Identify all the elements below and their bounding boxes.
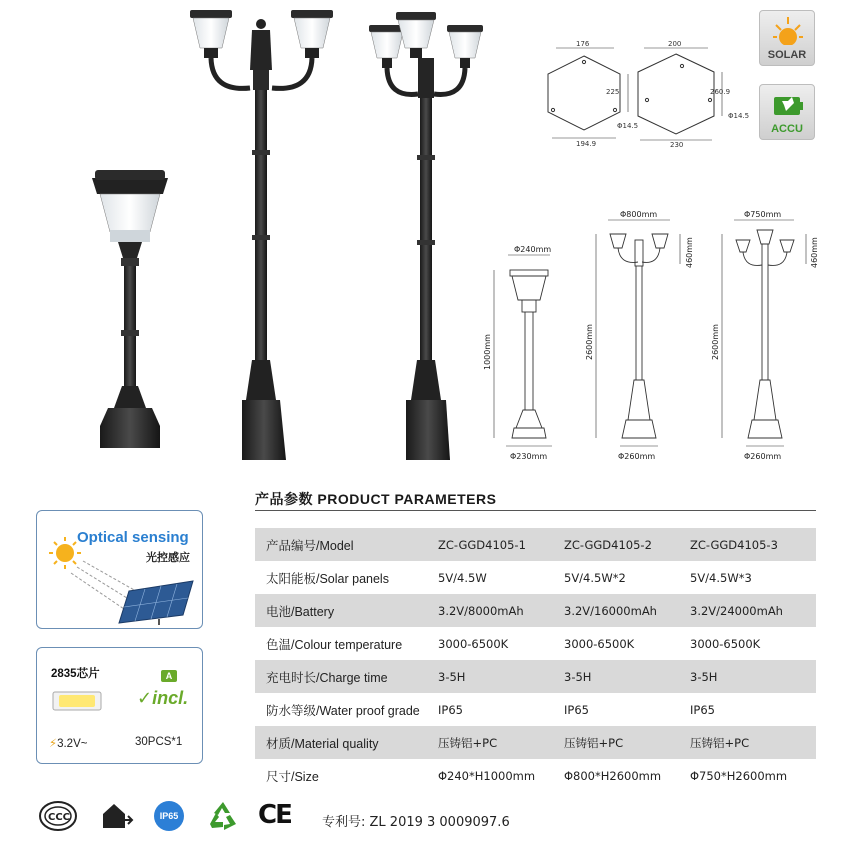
lightning-icon: ⚡: [49, 738, 58, 750]
sun-icon: [773, 15, 803, 45]
cell-value: 5V/4.5W*2: [564, 570, 626, 585]
battery-icon: [772, 91, 804, 119]
row-label: 充电时长/Charge time: [266, 670, 388, 685]
chip-voltage-value: 3.2V~: [57, 738, 88, 750]
lamp-2-height-dim: 2600mm: [585, 324, 594, 360]
row-label: 产品编号/Model: [266, 538, 354, 553]
cell-value: 3.2V/16000mAh: [564, 603, 657, 618]
svg-text:CCC: CCC: [48, 812, 71, 823]
ce-mark: CE: [258, 800, 291, 830]
lamp-2-head-dim: 460mm: [685, 237, 694, 268]
cell-value: Φ800*H2600mm: [564, 768, 662, 783]
row-label: 电池/Battery: [266, 604, 335, 619]
cell-value: 压铸铝+PC: [690, 735, 750, 750]
row-label: 尺寸/Size: [266, 769, 319, 784]
cell-value: 3000-6500K: [438, 636, 509, 651]
cell-value: ZC-GGD4105-2: [564, 537, 652, 552]
table-row: [255, 726, 816, 759]
cell-value: 5V/4.5W: [438, 570, 487, 585]
hex-large-hole-dim: Φ14.5: [728, 112, 750, 120]
row-label: 太阳能板/Solar panels: [266, 571, 389, 586]
row-label: 色温/Colour temperature: [266, 637, 403, 652]
checkmark-icon: ✓: [137, 688, 153, 708]
double-head-lamp-photo: [190, 10, 333, 460]
lamp-3-head-dim: 460mm: [810, 237, 819, 268]
lamp-3-top-dim: Φ750mm: [744, 210, 782, 219]
cell-value: ZC-GGD4105-1: [438, 537, 526, 552]
hex-small-hole-dim: Φ14.5: [617, 122, 639, 130]
indoor-outdoor-icon: [100, 800, 134, 832]
params-title: 产品参数 PRODUCT PARAMETERS: [255, 491, 497, 507]
lamp-1-drawing: [494, 255, 552, 446]
hexagon-large-drawing: [638, 40, 749, 148]
chip-grade-badge: A: [161, 670, 177, 682]
cell-value: 3-5H: [438, 669, 466, 684]
chip-voltage: [49, 736, 87, 750]
triple-head-lamp-photo: [369, 12, 483, 460]
cell-value: IP65: [438, 702, 463, 717]
cell-value: 3-5H: [564, 669, 592, 684]
cell-value: Φ750*H2600mm: [690, 768, 788, 783]
chip-quantity: 30PCS*1: [135, 736, 183, 748]
cell-value: IP65: [690, 702, 715, 717]
chip-title: 2835芯片: [51, 668, 100, 680]
incl-check: [137, 688, 188, 709]
optical-sensing-title: Optical sensing: [77, 529, 189, 546]
cell-value: Φ240*H1000mm: [438, 768, 536, 783]
table-row: [255, 594, 816, 627]
cell-value: 3.2V/8000mAh: [438, 603, 524, 618]
ccc-cert-icon: [38, 800, 78, 832]
hex-large-right-dim: 260.9: [710, 88, 731, 96]
table-row: [255, 693, 816, 726]
hex-small-bottom-dim: 194.9: [576, 140, 597, 148]
cell-value: 3000-6500K: [564, 636, 635, 651]
led-chip-box: [36, 647, 203, 764]
row-label: 防水等级/Water proof grade: [266, 703, 420, 718]
incl-label: incl.: [152, 688, 189, 708]
patent-number: 专利号: ZL 2019 3 0009097.6: [322, 815, 510, 830]
ip65-badge: IP65: [154, 801, 184, 831]
lamp-3-drawing: [722, 220, 806, 446]
lamp-2-drawing: [596, 220, 680, 446]
cell-value: 3.2V/24000mAh: [690, 603, 783, 618]
lamp-3-height-dim: 2600mm: [711, 324, 720, 360]
cell-value: 3-5H: [690, 669, 718, 684]
hex-large-bottom-dim: 230: [670, 141, 684, 148]
lamp-2-bottom-dim: Φ260mm: [618, 452, 656, 461]
lamp-1-bottom-dim: Φ230mm: [510, 452, 548, 461]
table-row: [255, 759, 816, 792]
hexagon-small-drawing: [548, 40, 638, 148]
bollard-lamp-photo: [92, 170, 168, 448]
cell-value: 压铸铝+PC: [438, 735, 498, 750]
lamp-1-height-dim: 1000mm: [483, 334, 492, 370]
table-row: [255, 528, 816, 561]
hexagon-dimension-drawings: [520, 36, 750, 148]
hex-small-right-dim: 225: [606, 88, 620, 96]
row-label: 材质/Material quality: [266, 736, 379, 751]
cell-value: 压铸铝+PC: [564, 735, 624, 750]
hex-small-top-dim: 176: [576, 40, 590, 48]
solar-badge: [759, 10, 815, 66]
table-row: [255, 660, 816, 693]
table-row: [255, 627, 816, 660]
solar-badge-label: SOLAR: [767, 49, 807, 61]
lamp-1-top-dim: Φ240mm: [514, 245, 552, 254]
cell-value: ZC-GGD4105-3: [690, 537, 778, 552]
lamp-photos-illustration: [0, 0, 500, 470]
lamp-dimension-drawings: [480, 210, 820, 466]
accu-badge: [759, 84, 815, 140]
led-chip-icon: [51, 688, 103, 714]
params-table: [255, 528, 816, 792]
params-title-divider: [255, 510, 816, 511]
lamp-2-top-dim: Φ800mm: [620, 210, 658, 219]
recycle-icon: [206, 800, 240, 832]
lamp-3-bottom-dim: Φ260mm: [744, 452, 782, 461]
hex-large-top-dim: 200: [668, 40, 682, 48]
cell-value: 5V/4.5W*3: [690, 570, 752, 585]
optical-sensing-box: [36, 510, 203, 629]
table-row: [255, 561, 816, 594]
sun-solar-panel-icon: [47, 533, 197, 625]
optical-sensing-subtitle: 光控感应: [146, 552, 190, 564]
accu-badge-label: ACCU: [771, 123, 803, 135]
product-photos: [0, 0, 500, 470]
cell-value: IP65: [564, 702, 589, 717]
cell-value: 3000-6500K: [690, 636, 761, 651]
